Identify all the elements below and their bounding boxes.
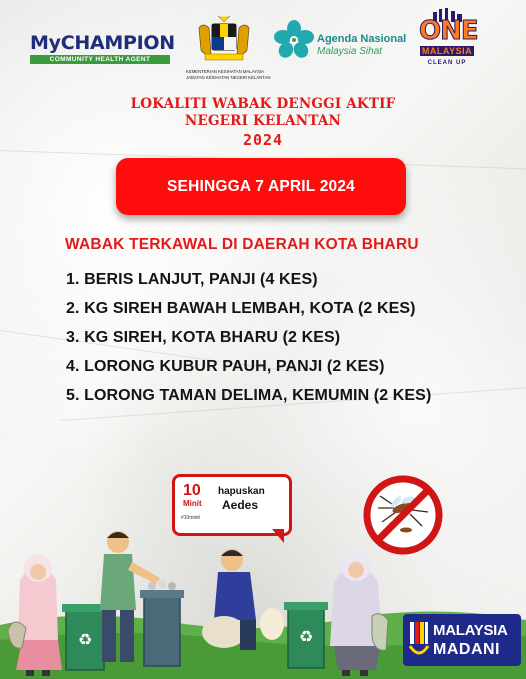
list-item: 1. BERIS LANJUT, PANJI (4 KES) bbox=[66, 271, 318, 288]
agenda-line-2: Malaysia Sihat bbox=[317, 46, 383, 57]
list-item: 5. LORONG TAMAN DELIMA, KEMUMIN (2 KES) bbox=[66, 387, 432, 404]
svg-text:♻: ♻ bbox=[77, 630, 93, 649]
one-malaysia-small: CLEAN UP bbox=[427, 60, 467, 66]
svg-text:♻: ♻ bbox=[298, 627, 314, 646]
kkm-line-1: KEMENTERIAN KESIHATAN MALAYSIA bbox=[186, 69, 264, 74]
date-banner bbox=[116, 158, 406, 215]
one-malaysia-mid: MALAYSIA bbox=[421, 46, 473, 56]
malaysia-madani-logo bbox=[403, 614, 521, 666]
girl-figure bbox=[8, 554, 62, 676]
title-line-2: NEGERI KELANTAN bbox=[184, 113, 342, 129]
mychampion-tagline: COMMUNITY HEALTH AGENT bbox=[30, 55, 170, 64]
kkm-line-2: JABATAN KESIHATAN NEGERI KELANTAN bbox=[186, 75, 271, 80]
recycle-bin-icon bbox=[140, 580, 184, 666]
agenda-nasional-logo bbox=[274, 20, 409, 60]
title-line-1: LOKALITI WABAK DENGGI AKTIF bbox=[130, 96, 396, 112]
badge-unit: Minit bbox=[183, 499, 202, 508]
kkm-logo bbox=[184, 14, 271, 81]
badge-hashtag: #10minit bbox=[181, 515, 200, 521]
mychampion-word-my: My bbox=[30, 32, 61, 54]
man-figure bbox=[202, 549, 284, 650]
madani-line-1: MALAYSIA bbox=[433, 622, 508, 639]
one-malaysia-cleanup-logo bbox=[417, 8, 477, 72]
badge-line-2: Aedes bbox=[222, 498, 259, 512]
list-item: 2. KG SIREH BAWAH LEMBAH, KOTA (2 KES) bbox=[66, 300, 416, 317]
madani-line-2: MADANI bbox=[433, 641, 500, 658]
recycle-bin-icon bbox=[284, 602, 328, 668]
girl-with-bag-figure bbox=[330, 551, 388, 676]
mychampion-logo bbox=[30, 32, 175, 64]
subheading: WABAK TERKAWAL DI DAERAH KOTA BHARU bbox=[65, 236, 419, 253]
list-item: 3. KG SIREH, KOTA BHARU (2 KES) bbox=[66, 329, 341, 346]
title-year: 2024 bbox=[242, 131, 284, 149]
hibiscus-icon bbox=[274, 20, 314, 60]
locality-list bbox=[66, 265, 431, 410]
malaysia-crest-icon bbox=[191, 14, 257, 64]
mychampion-word-champion: CHAMPION bbox=[60, 32, 175, 54]
badge-line-1: hapuskan bbox=[218, 486, 265, 497]
date-banner-text: SEHINGGA 7 APRIL 2024 bbox=[167, 177, 355, 195]
madani-shield-icon bbox=[408, 620, 430, 660]
badge-number: 10 bbox=[183, 482, 201, 499]
list-item: 4. LORONG KUBUR PAUH, PANJI (2 KES) bbox=[66, 358, 385, 375]
agenda-line-1: Agenda Nasional bbox=[317, 33, 407, 45]
one-malaysia-big: ONE bbox=[419, 16, 478, 46]
mychampion-wordmark bbox=[30, 32, 175, 54]
recycle-bin-icon bbox=[62, 604, 108, 670]
